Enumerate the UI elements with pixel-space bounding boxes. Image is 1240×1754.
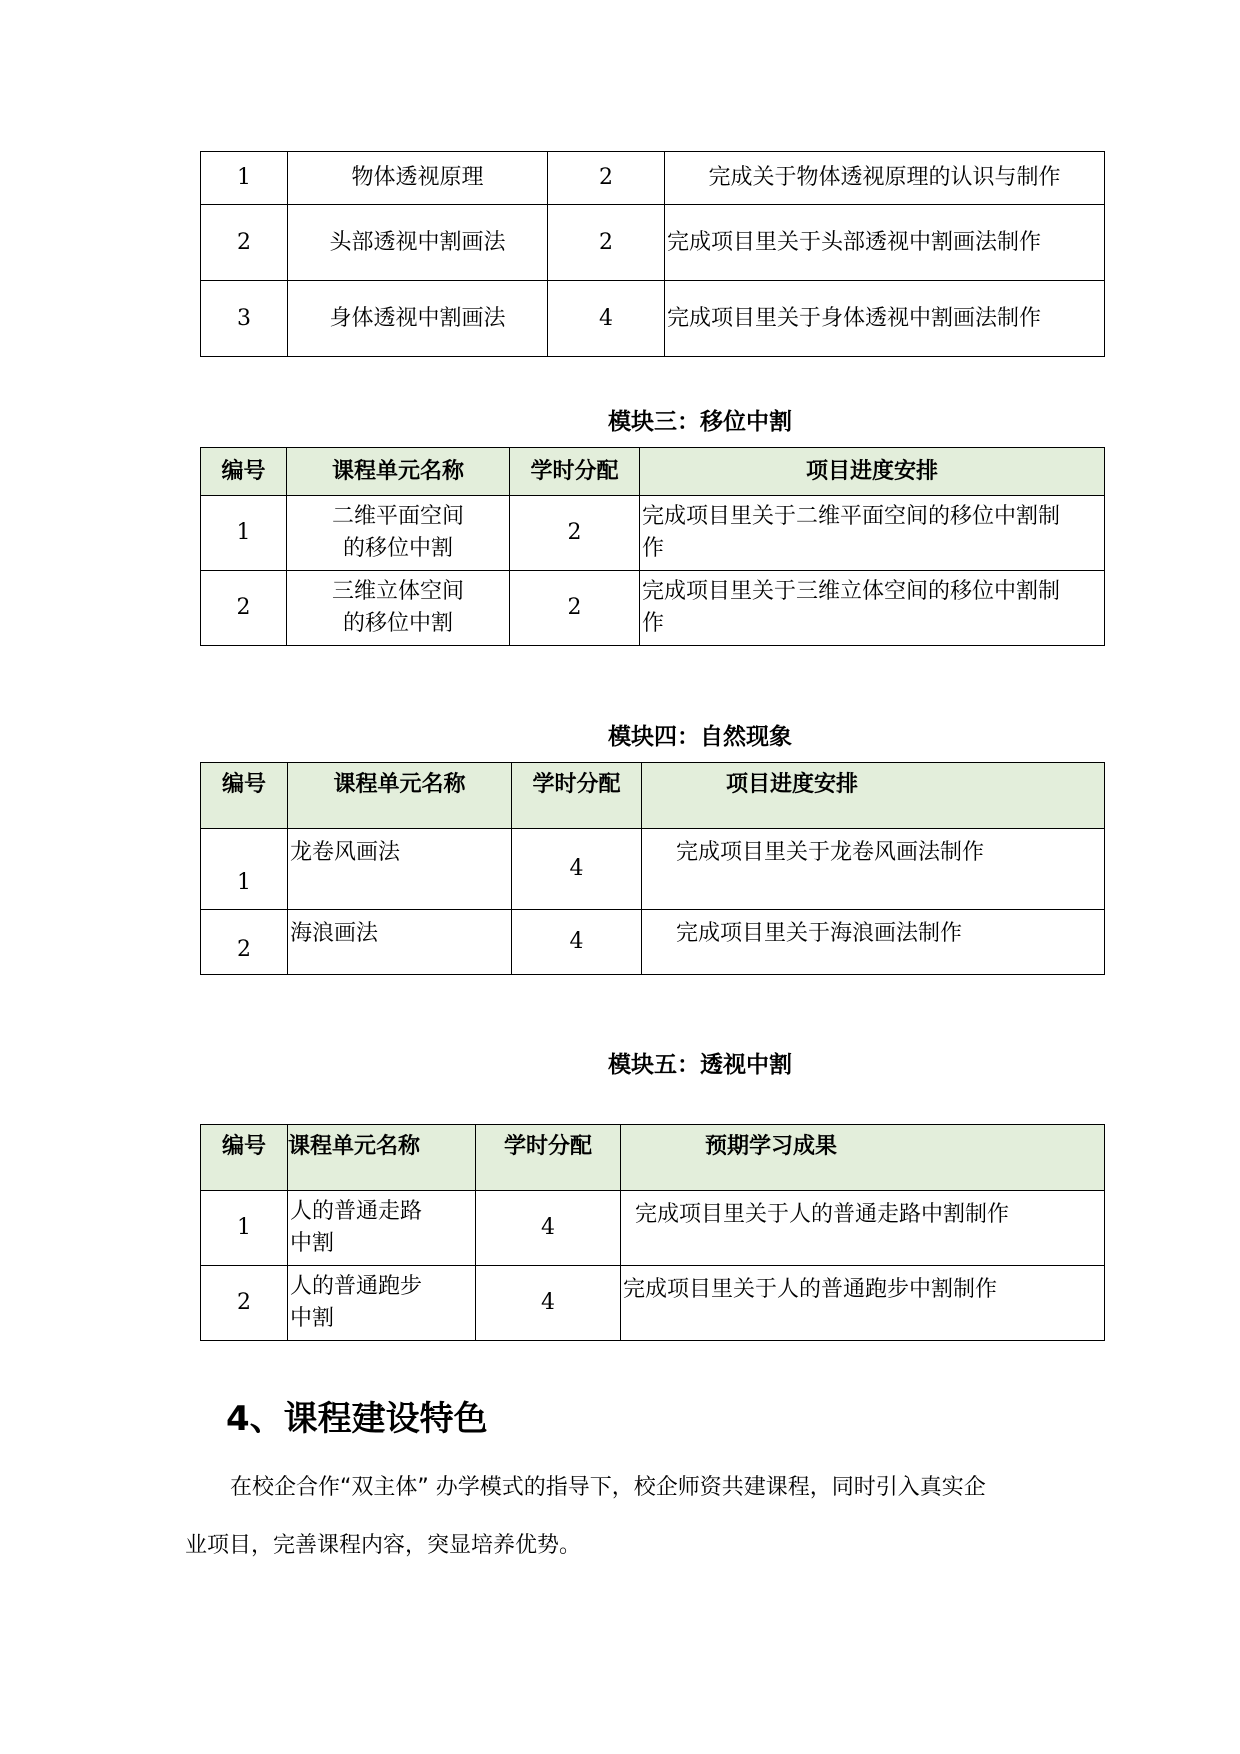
cell-name: 人的普通走路中割 [288,1191,476,1266]
cell-plan: 完成项目里关于头部透视中割画法制作 [665,205,1105,281]
paragraph-line-1: 在校企合作“双主体” 办学模式的指导下，校企师资共建课程，同时引入真实企 [230,1475,986,1500]
header-row [201,1125,1105,1191]
cell-hours: 4 [476,1191,621,1266]
cell-plan: 完成项目里关于三维立体空间的移位中割制作 [640,571,1105,646]
cell-no: 2 [201,205,288,281]
cell-plan: 完成项目里关于二维平面空间的移位中割制作 [640,496,1105,571]
header-hours: 学时分配 [510,448,640,496]
table-row [201,205,1105,281]
cell-plan: 完成项目里关于海浪画法制作 [642,910,1105,975]
header-no: 编号 [201,1125,288,1191]
module4-title: 模块四：自然现象 [608,724,792,750]
header-no: 编号 [201,448,287,496]
table-row [201,1266,1105,1341]
header-plan: 项目进度安排 [640,448,1105,496]
cell-name: 海浪画法 [288,910,512,975]
cell-name: 物体透视原理 [288,152,548,205]
header-hours: 学时分配 [476,1125,621,1191]
header-plan: 项目进度安排 [642,763,1105,829]
module3-title: 模块三：移位中割 [608,409,792,435]
module4-table [200,762,1105,975]
cell-no: 1 [201,829,288,910]
cell-hours: 2 [548,205,665,281]
header-name: 课程单元名称 [287,448,510,496]
cell-name: 人的普通跑步中割 [288,1266,476,1341]
table-row [201,281,1105,357]
table-row [201,496,1105,571]
cell-plan: 完成项目里关于人的普通跑步中割制作 [621,1266,1105,1341]
paragraph-line-2: 业项目，完善课程内容，突显培养优势。 [185,1533,582,1558]
cell-hours: 2 [510,496,640,571]
cell-no: 3 [201,281,288,357]
cell-plan: 完成项目里关于人的普通走路中割制作 [621,1191,1105,1266]
cell-name: 身体透视中割画法 [288,281,548,357]
module5-table [200,1124,1105,1341]
table-row [201,829,1105,910]
module3-table [200,447,1105,646]
cell-plan: 完成关于物体透视原理的认识与制作 [665,152,1105,205]
cell-hours: 4 [476,1266,621,1341]
table-row [201,152,1105,205]
cell-plan: 完成项目里关于身体透视中割画法制作 [665,281,1105,357]
cell-no: 2 [201,910,288,975]
cell-hours: 2 [548,152,665,205]
header-row [201,763,1105,829]
perspective-table [200,151,1105,357]
table-row [201,571,1105,646]
header-name: 课程单元名称 [288,1125,476,1191]
cell-name: 二维平面空间的移位中割 [287,496,510,571]
cell-no: 2 [201,1266,288,1341]
header-no: 编号 [201,763,288,829]
cell-plan: 完成项目里关于龙卷风画法制作 [642,829,1105,910]
header-plan: 预期学习成果 [621,1125,1105,1191]
header-row [201,448,1105,496]
cell-no: 2 [201,571,287,646]
cell-name: 三维立体空间的移位中割 [287,571,510,646]
cell-hours: 2 [510,571,640,646]
cell-hours: 4 [548,281,665,357]
table-row [201,1191,1105,1266]
cell-no: 1 [201,1191,288,1266]
cell-name: 龙卷风画法 [288,829,512,910]
table-row [201,910,1105,975]
module5-title: 模块五：透视中割 [608,1052,792,1078]
cell-name: 头部透视中割画法 [288,205,548,281]
header-plan-hours: 学时分配 [512,763,642,829]
header-name: 课程单元名称 [288,763,512,829]
cell-hours: 4 [512,910,642,975]
section-heading: 4、课程建设特色 [226,1399,488,1439]
cell-hours: 4 [512,829,642,910]
cell-no: 1 [201,152,288,205]
cell-no: 1 [201,496,287,571]
